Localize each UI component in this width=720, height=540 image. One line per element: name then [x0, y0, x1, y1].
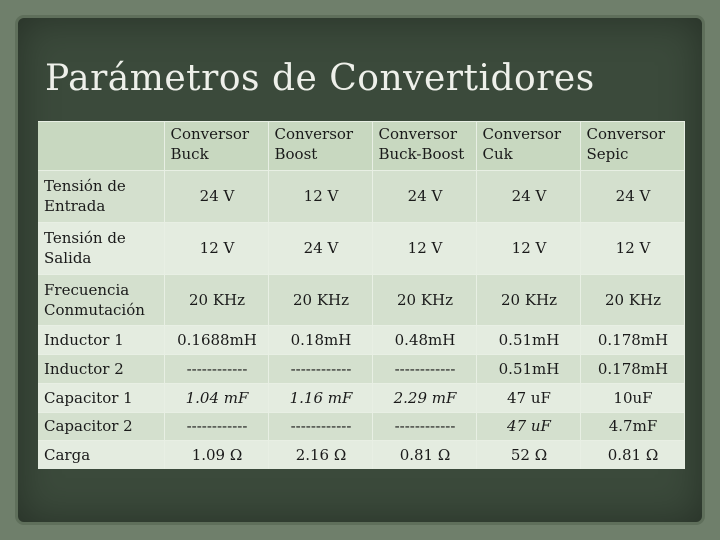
table-cell: 0.18mH: [268, 326, 372, 355]
table-cell: 47 uF: [476, 383, 580, 412]
table-cell: ------------: [164, 412, 268, 441]
table-cell: 24 V: [268, 222, 372, 274]
table-cell: ------------: [372, 355, 476, 384]
table-cell: 0.178mH: [580, 355, 684, 384]
table-cell: 12 V: [164, 222, 268, 274]
table-cell: 1.16 mF: [268, 383, 372, 412]
table-row: [38, 441, 684, 469]
table-cell: 20 KHz: [476, 274, 580, 326]
header-cuk: Conversor Cuk: [476, 122, 580, 171]
table-cell: 20 KHz: [164, 274, 268, 326]
table-cell: 2.29 mF: [372, 383, 476, 412]
row-label: Tensión de Salida: [38, 222, 164, 274]
table-cell: 12 V: [476, 222, 580, 274]
table-row: [38, 171, 684, 223]
table-cell: 24 V: [580, 171, 684, 223]
table-cell: 0.51mH: [476, 355, 580, 384]
table-row: [38, 222, 684, 274]
header-buck-boost: Conversor Buck-Boost: [372, 122, 476, 171]
row-label: Carga: [38, 441, 164, 469]
row-label: Tensión de Entrada: [38, 171, 164, 223]
row-label: Capacitor 2: [38, 412, 164, 441]
table-cell: 20 KHz: [580, 274, 684, 326]
table-cell: 0.81 Ω: [372, 441, 476, 469]
table-cell: 52 Ω: [476, 441, 580, 469]
table-cell: 2.16 Ω: [268, 441, 372, 469]
table-row: [38, 383, 684, 412]
row-label: Inductor 1: [38, 326, 164, 355]
table-row: [38, 274, 684, 326]
header-boost: Conversor Boost: [268, 122, 372, 171]
table-cell: 0.81 Ω: [580, 441, 684, 469]
table-cell: 0.1688mH: [164, 326, 268, 355]
table-cell: 24 V: [372, 171, 476, 223]
header-sepic: Conversor Sepic: [580, 122, 684, 171]
table-cell: ------------: [268, 355, 372, 384]
table-cell: 1.09 Ω: [164, 441, 268, 469]
row-label: Capacitor 1: [38, 383, 164, 412]
table-cell: ------------: [164, 355, 268, 384]
table-cell: 4.7mF: [580, 412, 684, 441]
table-cell: 12 V: [580, 222, 684, 274]
table-cell: ------------: [372, 412, 476, 441]
table-cell: 1.04 mF: [164, 383, 268, 412]
table-cell: 24 V: [476, 171, 580, 223]
table-cell: 10uF: [580, 383, 684, 412]
table-cell: 24 V: [164, 171, 268, 223]
table-row: [38, 412, 684, 441]
table-cell: 0.51mH: [476, 326, 580, 355]
converter-parameters-table: [38, 121, 685, 469]
table-cell: 12 V: [372, 222, 476, 274]
table-header-row: [38, 122, 684, 171]
table-cell: ------------: [268, 412, 372, 441]
table-cell: 20 KHz: [268, 274, 372, 326]
table-cell: 47 uF: [476, 412, 580, 441]
slide-title: Parámetros de Convertidores: [45, 58, 595, 99]
header-corner: [38, 122, 164, 171]
table-cell: 12 V: [268, 171, 372, 223]
table-cell: 0.48mH: [372, 326, 476, 355]
table-cell: 20 KHz: [372, 274, 476, 326]
row-label: Frecuencia Conmutación: [38, 274, 164, 326]
header-buck: Conversor Buck: [164, 122, 268, 171]
table-cell: 0.178mH: [580, 326, 684, 355]
table-row: [38, 326, 684, 355]
table-row: [38, 355, 684, 384]
row-label: Inductor 2: [38, 355, 164, 384]
